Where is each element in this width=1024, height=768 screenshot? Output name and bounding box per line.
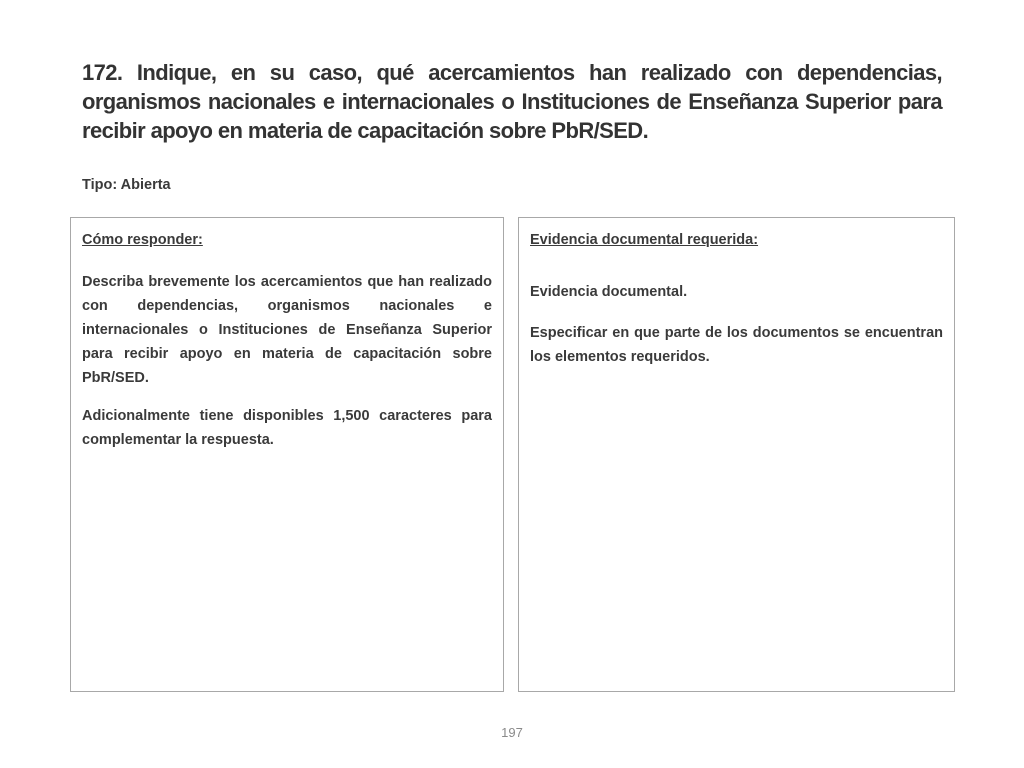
- question-text: 172. Indique, en su caso, qué acercamientos han realizado con dependencias, organismos nacionales e internacionales o Instituciones de Enseñanza Superior para recibir apoyo en materia de capacitación sobre PbR/SED.: [82, 60, 942, 143]
- how-to-answer-heading: Cómo responder:: [82, 232, 203, 248]
- how-to-answer-paragraph: Describa brevemente los acercamientos que han realizado con dependencias, organismos nacionales e internacionales o Instituciones de Enseñanza Superior para recibir apoyo en materia de capacitación sobre PbR/SED.: [82, 274, 492, 386]
- how-to-answer-paragraph: Adicionalmente tiene disponibles 1,500 caracteres para complementar la respuesta.: [82, 408, 492, 448]
- page-number: 197: [501, 725, 523, 740]
- question-type: Tipo: Abierta: [82, 177, 171, 193]
- required-evidence-box: [518, 217, 955, 692]
- how-to-answer-box: [70, 217, 504, 692]
- required-evidence-heading: Evidencia documental requerida:: [530, 232, 759, 248]
- required-evidence-paragraph: Especificar en que parte de los documentos se encuentran los elementos requeridos.: [530, 325, 943, 365]
- required-evidence-paragraph: Evidencia documental.: [530, 284, 688, 300]
